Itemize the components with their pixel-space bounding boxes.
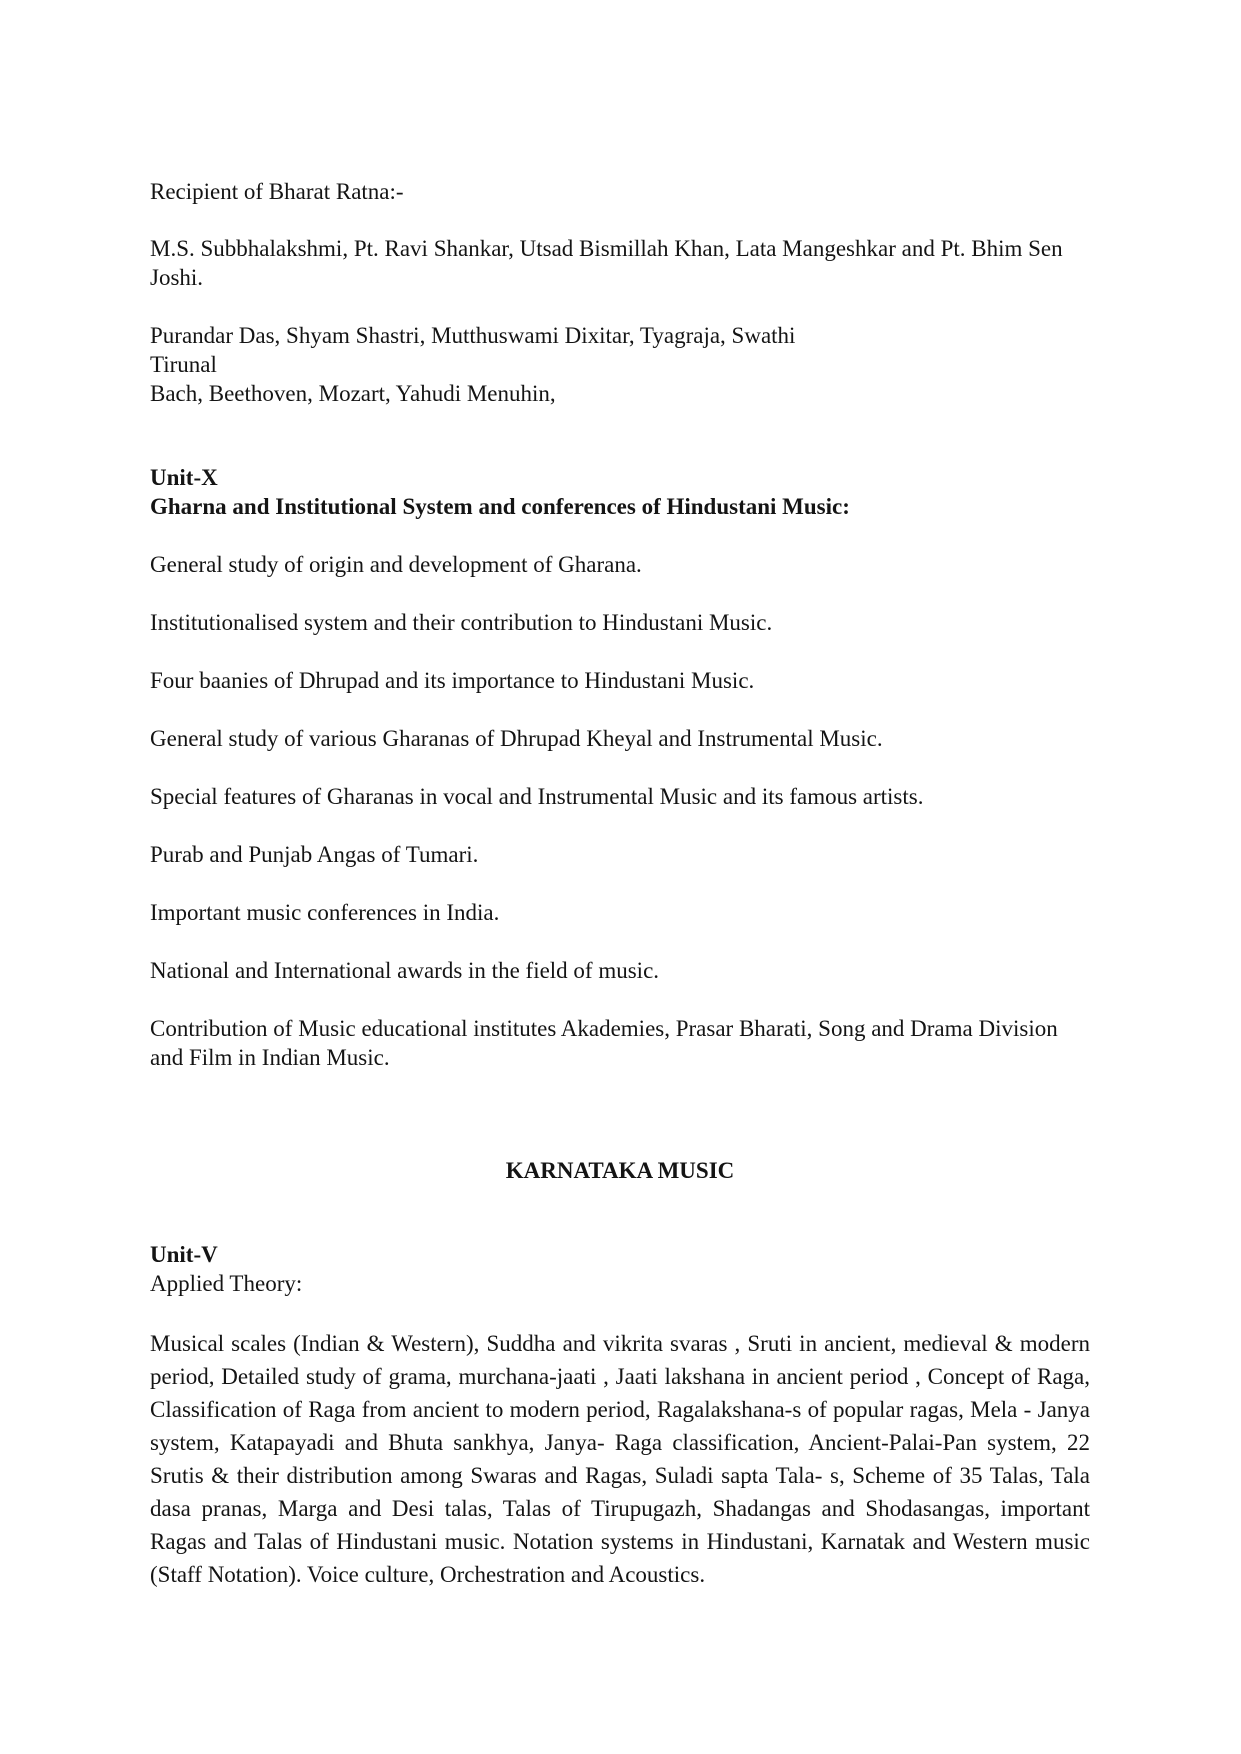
composers-line-2: Tirunal xyxy=(150,352,217,377)
karnataka-music-heading: KARNATAKA MUSIC xyxy=(505,1158,735,1183)
bharat-ratna-heading: Recipient of Bharat Ratna:- xyxy=(150,179,404,204)
unit-x-item-5: Special features of Gharanas in vocal and Instrumental Music and its famous artists. xyxy=(150,784,924,809)
composers-line-3: Bach, Beethoven, Mozart, Yahudi Menuhin, xyxy=(150,381,556,406)
unit-x-item-4: General study of various Gharanas of Dhrupad Kheyal and Instrumental Music. xyxy=(150,726,883,751)
document-page xyxy=(150,177,1090,1591)
bharat-ratna-recipients: M.S. Subbhalakshmi, Pt. Ravi Shankar, Utsad Bismillah Khan, Lata Mangeshkar and Pt. Bhim Sen Joshi. xyxy=(150,236,1063,290)
unit-x-item-2: Institutionalised system and their contribution to Hindustani Music. xyxy=(150,610,773,635)
composers-line-1: Purandar Das, Shyam Shastri, Mutthuswami Dixitar, Tyagraja, Swathi xyxy=(150,323,796,348)
composers-paragraph xyxy=(150,321,1090,408)
unit-x-label: Unit-X xyxy=(150,465,218,490)
unit-x-item-1: General study of origin and development of Gharana. xyxy=(150,552,642,577)
unit-x-item-8: National and International awards in the field of music. xyxy=(150,958,660,983)
unit-x-title: Gharna and Institutional System and conferences of Hindustani Music: xyxy=(150,494,850,519)
unit-x-item-3: Four baanies of Dhrupad and its importance to Hindustani Music. xyxy=(150,668,755,693)
unit-x-item-7: Important music conferences in India. xyxy=(150,900,500,925)
unit-x-item-9: Contribution of Music educational institutes Akademies, Prasar Bharati, Song and Drama Division and Film in Indian Music. xyxy=(150,1016,1058,1070)
unit-x-item-6: Purab and Punjab Angas of Tumari. xyxy=(150,842,479,867)
unit-v-subtitle: Applied Theory: xyxy=(150,1271,303,1296)
applied-theory-body: Musical scales (Indian & Western), Suddha and vikrita svaras , Sruti in ancient, medieval & modern period, Detailed study of grama, murchana-jaati , Jaati lakshana in ancient period , Concept of Raga, Classification of Raga from ancient to modern period, Ragalakshana-s of popular ragas, Mela - Janya system, Katapayadi and Bhuta sankhya, Janya- Raga classification, Ancient-Palai-Pan system, 22 Srutis & their distribution among Swaras and Ragas, Suladi sapta Tala- s, Scheme of 35 Talas, Tala dasa pranas, Marga and Desi talas, Talas of Tirupugazh, Shadangas and Shodasangas, important Ragas and Talas of Hindustani music. Notation systems in Hindustani, Karnatak and Western music (Staff Notation). Voice culture, Orchestration and Acoustics. xyxy=(150,1331,1090,1587)
unit-v-label: Unit-V xyxy=(150,1242,218,1267)
